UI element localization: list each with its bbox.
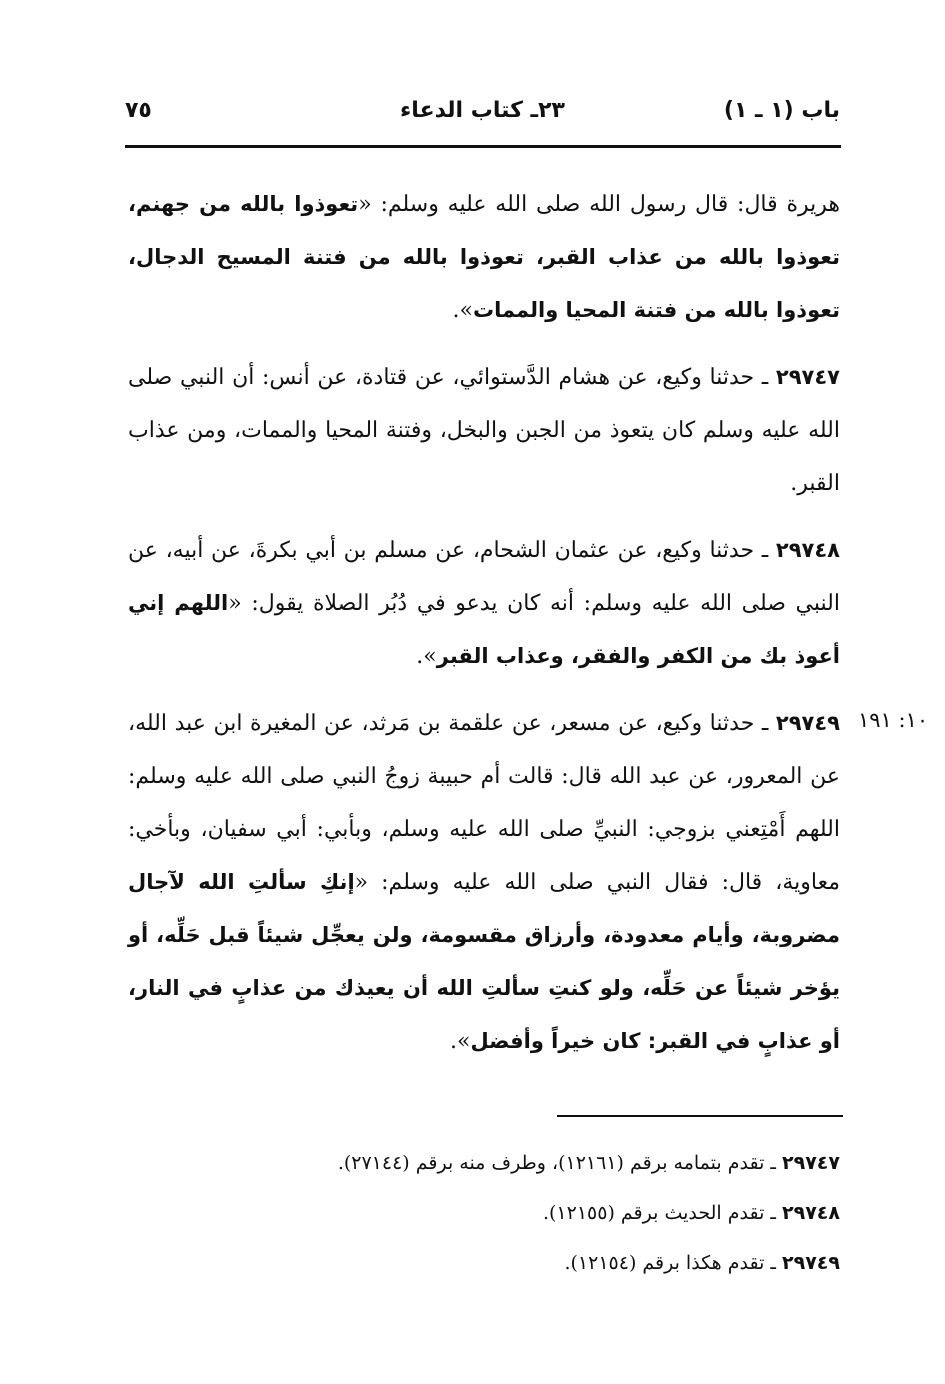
- paragraph: [128, 524, 840, 683]
- footnote-text: ـ تقدم هكذا برقم (١٢١٥٤).: [564, 1252, 783, 1274]
- footnote-number: ٢٩٧٤٧: [782, 1152, 840, 1174]
- page-number: ٧٥: [125, 98, 152, 123]
- footnote-text: ـ تقدم الحديث برقم (١٢١٥٥).: [542, 1202, 783, 1224]
- footnote: [200, 1138, 840, 1188]
- header-rule: [125, 145, 841, 148]
- running-header: [125, 96, 840, 136]
- footnote-number: ٢٩٧٤٨: [782, 1202, 840, 1224]
- paragraph-tail: ».: [452, 298, 473, 323]
- hadith-number: ٢٩٧٤٨: [775, 538, 840, 562]
- footnote-text: ـ تقدم بتمامه برقم (١٢١٦١)، وطرف منه برقم (٢٧١٤٤).: [337, 1152, 783, 1174]
- footnote-number: ٢٩٧٤٩: [782, 1252, 840, 1274]
- paragraph-text: ـ حدثنا وكيع، عن مسعر، عن علقمة بن مَرثد، عن المغيرة ابن عبد الله، عن المعرور، عن عبد الله قال: قالت أم حبيبة زوجُ النبي صلى الله عليه وسلم: اللهم أَمْتِعني بزوجي: النبيِّ صلى الله عليه وسلم، وبأبي: أبي سفيان، وبأخي: معاوية، قال: فقال النبي صلى الله عليه وسلم: «: [128, 711, 840, 895]
- footnotes: [200, 1138, 840, 1288]
- paragraph-quote: اللهم إني أعوذ بك من الكفر والفقر، وعذاب القبر: [128, 591, 840, 668]
- paragraph-tail: ».: [449, 1029, 471, 1054]
- footnote-rule: [557, 1115, 843, 1117]
- footnote: [200, 1238, 840, 1288]
- paragraph-quote: إنكِ سألتِ الله لآجال مضروبة، وأيام معدودة، وأرزاق مقسومة، ولن يعجِّل شيئاً قبل حَلِّه، أو يؤخر شيئاً عن حَلِّه، ولو كنتِ سألتِ الله أن يعيذك من عذابٍ في النار، أو عذابٍ في القبر: كان خيراً وأفضل: [128, 870, 840, 1053]
- paragraph-quote: تعوذوا بالله من جهنم، تعوذوا بالله من عذاب القبر، تعوذوا بالله من فتنة المسيح الدجال، تعوذوا بالله من فتنة المحيا والممات: [128, 192, 840, 322]
- paragraph: [128, 351, 840, 510]
- paragraph: [128, 178, 840, 337]
- paragraph-text: هريرة قال: قال رسول الله صلى الله عليه وسلم: «: [358, 192, 840, 217]
- paragraph: [128, 697, 840, 1068]
- paragraph-text: ـ حدثنا وكيع، عن هشام الدَّستوائي، عن قتادة، عن أنس: أن النبي صلى الله عليه وسلم كان يتعوذ من الجبن والبخل، وفتنة المحيا والممات، ومن عذاب القبر.: [128, 365, 840, 496]
- paragraph-tail: ».: [416, 644, 437, 669]
- section-title: باب (١ ـ ١): [723, 98, 840, 123]
- main-text: [128, 178, 840, 1082]
- hadith-number: ٢٩٧٤٩: [775, 711, 840, 735]
- margin-reference: ١٠: ١٩١: [858, 708, 929, 732]
- book-title: ٢٣ـ كتاب الدعاء: [400, 98, 565, 123]
- footnote: [200, 1188, 840, 1238]
- paragraph-text: ـ حدثنا وكيع، عن عثمان الشحام، عن مسلم بن أبي بكرةَ، عن أبيه، عن النبي صلى الله عليه وسلم: أنه كان يدعو في دُبُر الصلاة يقول: «: [128, 538, 840, 616]
- hadith-number: ٢٩٧٤٧: [775, 365, 840, 389]
